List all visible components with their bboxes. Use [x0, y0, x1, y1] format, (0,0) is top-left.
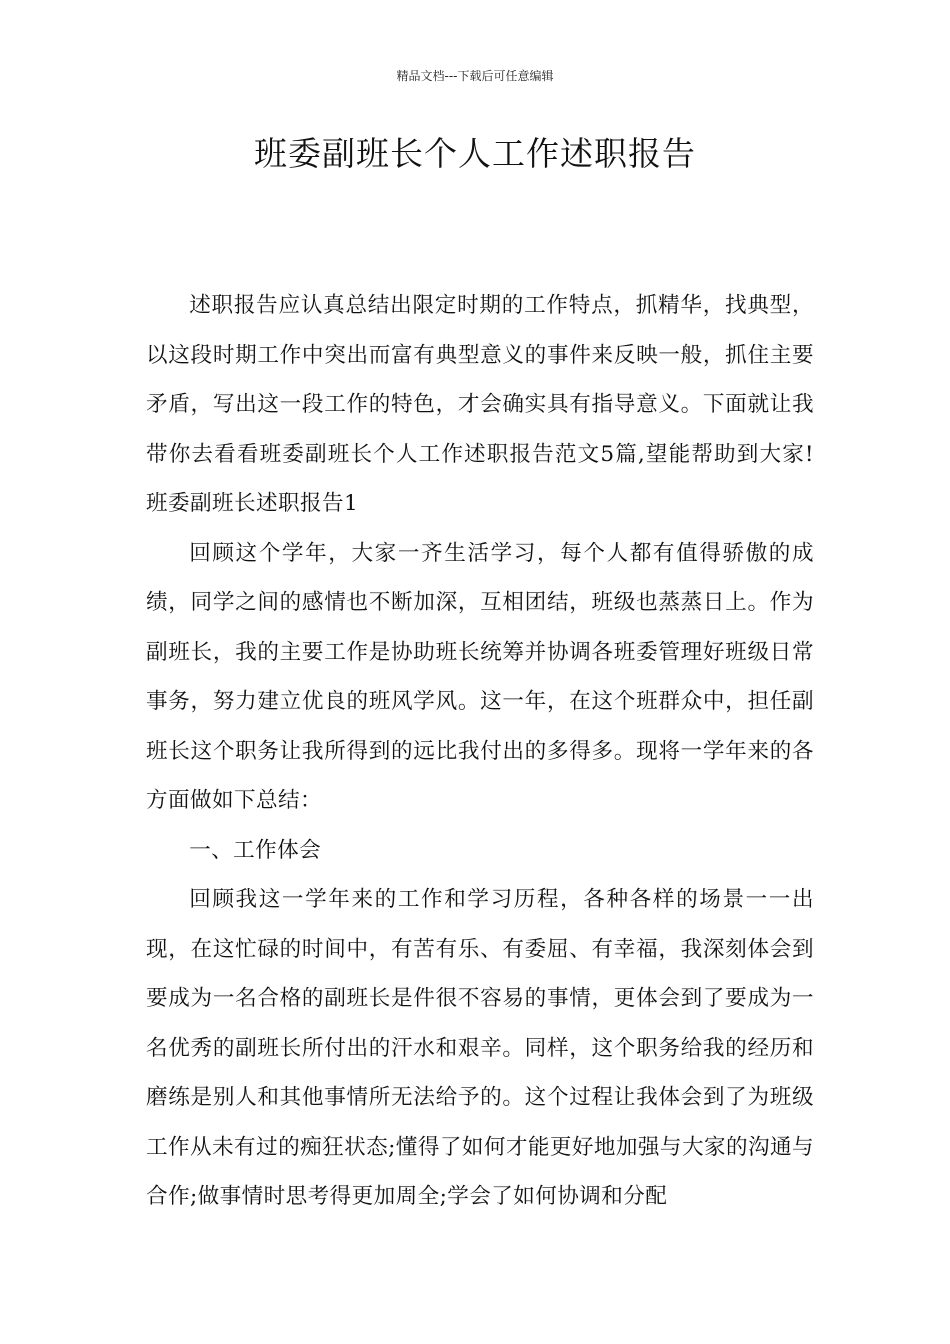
header-note: 精品文档---下载后可任意编辑: [396, 69, 554, 83]
document-title: 班委副班长个人工作述职报告: [254, 134, 696, 173]
section-heading-work-experience: 一、工作体会: [189, 837, 322, 863]
document-body: [146, 281, 814, 1222]
paragraph-review: 回顾这个学年，大家一齐生活学习，每个人都有值得骄傲的成绩，同学之间的感情也不断加深，互相团结，班级也蒸蒸日上。作为副班长，我的主要工作是协助班长统筹并协调各班委管理好班级日常事务，努力建立优良的班风学风。这一年，在这个班群众中，担任副班长这个职务让我所得到的远比我付出的多得多。现将一学年来的各方面做如下总结：: [146, 540, 814, 813]
paragraph-work-experience: 回顾我这一学年来的工作和学习历程，各种各样的场景一一出现，在这忙碌的时间中，有苦有乐、有委屈、有幸福，我深刻体会到要成为一名合格的副班长是件很不容易的事情，更体会到了要成为一名优秀的副班长所付出的汗水和艰辛。同样，这个职务给我的经历和磨练是别人和其他事情所无法给予的。这个过程让我体会到了为班级工作从未有过的痴狂状态;懂得了如何才能更好地加强与大家的沟通与合作;做事情时思考得更加周全;学会了如何协调和分配: [146, 887, 814, 1209]
paragraph-intro: 述职报告应认真总结出限定时期的工作特点，抓精华，找典型，以这段时期工作中突出而富有典型意义的事件来反映一般，抓住主要矛盾，写出这一段工作的特色，才会确实具有指导意义。下面就让我带你去看看班委副班长个人工作述职报告范文5篇,望能帮助到大家!班委副班长述职报告1: [146, 293, 814, 516]
